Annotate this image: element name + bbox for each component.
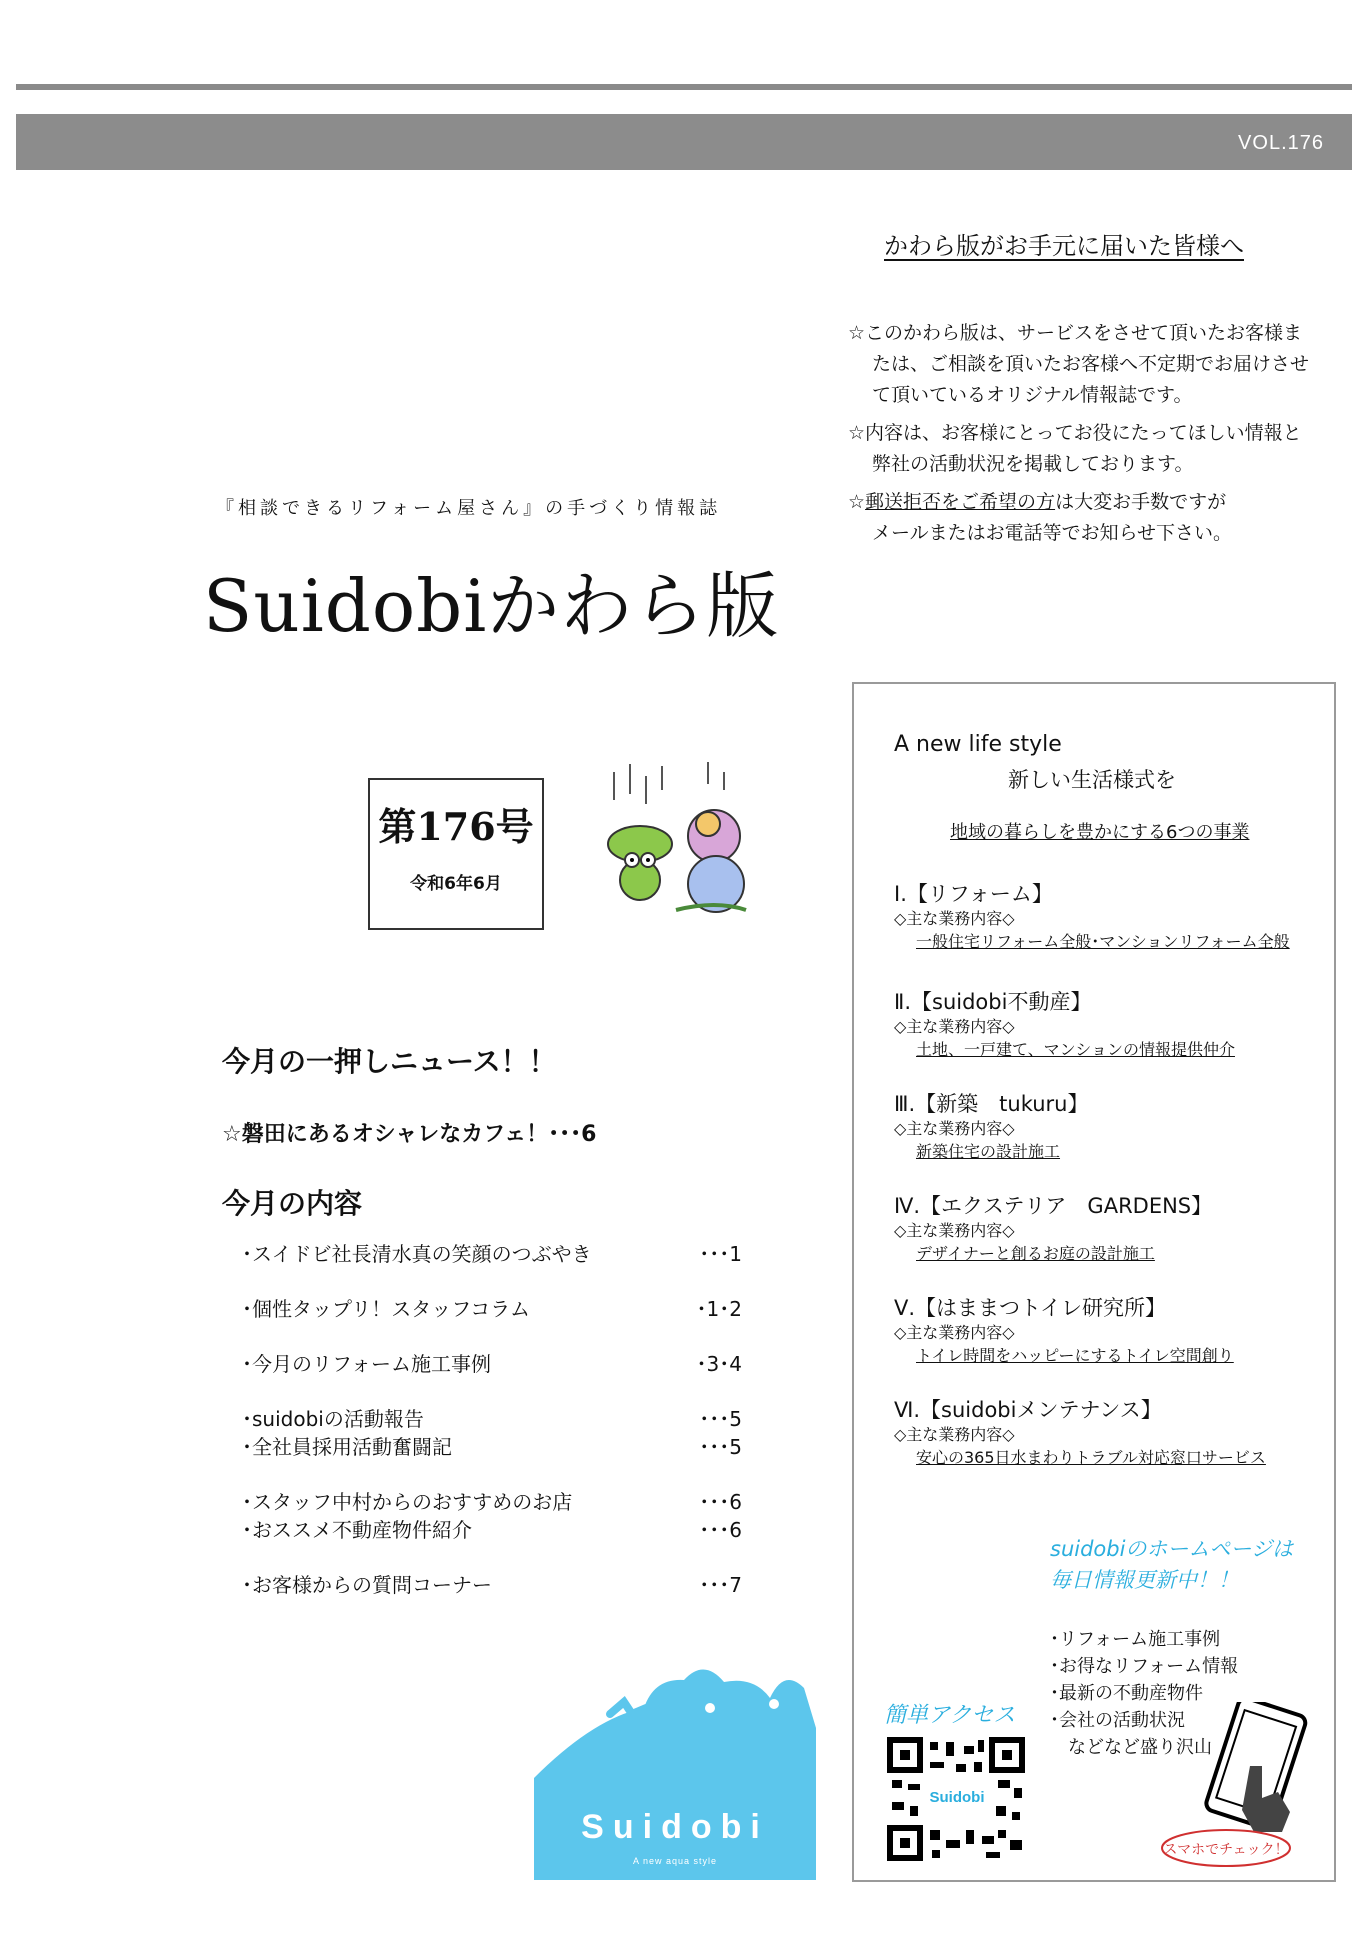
toc-item — [242, 1488, 742, 1516]
business-label: ◇主な業務内容◇ — [894, 909, 1015, 928]
toc-page: ･･･1 — [699, 1242, 742, 1266]
business-name: Ⅴ.【はままつトイレ研究所】 — [894, 1296, 1166, 1320]
homepage-note — [1050, 1534, 1293, 1596]
homepage-list-item: ･最新の不動産物件 — [1050, 1683, 1203, 1704]
toc-page: ･･･7 — [699, 1573, 742, 1597]
toc-title: ･スイドビ社長清水真の笑顔のつぶやき — [242, 1242, 592, 1266]
toc-title: ･suidobiの活動報告 — [242, 1407, 424, 1431]
toc-title: ･お客様からの質問コーナー — [242, 1573, 492, 1597]
notice-optout-contact: メールまたはお電話等でお知らせ下さい。 — [872, 522, 1233, 544]
business-label: ◇主な業務内容◇ — [894, 1425, 1015, 1444]
business-label: ◇主な業務内容◇ — [894, 1017, 1015, 1036]
homepage-list-item: ･お得なリフォーム情報 — [1050, 1656, 1239, 1677]
homepage-list-item: ･会社の活動状況 — [1050, 1710, 1185, 1731]
toc-page: ･1･2 — [696, 1297, 742, 1321]
top-rule — [16, 84, 1352, 90]
mascot-brand: Suidobi — [581, 1808, 769, 1846]
notice-star: ☆ — [848, 491, 866, 513]
business-item — [894, 988, 1324, 1062]
news-heading: 今月の一押しニュース！！ — [222, 1045, 557, 1078]
tagline: 『相談できるリフォーム屋さん』の手づくり情報誌 — [216, 498, 722, 519]
business-desc: 土地、一戸建て、マンションの情報提供仲介 — [916, 1040, 1235, 1059]
business-name: Ⅳ.【エクステリア GARDENS】 — [894, 1194, 1213, 1218]
toc-item — [242, 1295, 742, 1323]
toc-item — [242, 1433, 742, 1461]
business-label: ◇主な業務内容◇ — [894, 1323, 1015, 1342]
volume-bar — [16, 114, 1352, 170]
business-desc: 安心の365日水まわりトラブル対応窓口サービス — [916, 1448, 1266, 1467]
business-item — [894, 1192, 1324, 1266]
business-name: Ⅱ.【suidobi不動産】 — [894, 990, 1092, 1014]
suidobi-mascot-logo — [534, 1658, 816, 1880]
toc-page: ･3･4 — [696, 1352, 742, 1376]
mascot-slogan: A new aqua style — [632, 1856, 718, 1866]
business-item — [894, 1294, 1324, 1368]
frog-hydrangea-illustration — [596, 760, 758, 920]
volume-number: VOL.176 — [1238, 132, 1324, 154]
notice-optout-rest: は大変お手数ですが — [1055, 491, 1227, 513]
news-item: ☆磐田にあるオシャレなカフェ！･･･6 — [222, 1122, 597, 1147]
business-name: Ⅰ.【リフォーム】 — [894, 882, 1053, 906]
toc-title: ･スタッフ中村からのおすすめのお店 — [242, 1490, 573, 1514]
business-desc: デザイナーと創るお庭の設計施工 — [916, 1244, 1155, 1263]
business-desc: トイレ時間をハッピーにするトイレ空間創り — [916, 1346, 1234, 1365]
toc-item — [242, 1405, 742, 1433]
business-label: ◇主な業務内容◇ — [894, 1221, 1015, 1240]
qr-code-icon[interactable] — [886, 1736, 1026, 1862]
panel-subtitle: 新しい生活様式を — [1008, 768, 1176, 792]
notice-paragraph-3 — [848, 487, 1318, 549]
business-label: ◇主な業務内容◇ — [894, 1119, 1015, 1138]
issue-date: 令和6年6月 — [410, 874, 502, 894]
toc-item — [242, 1350, 742, 1378]
issue-number: 第176号 — [378, 804, 534, 849]
toc-title: ･今月のリフォーム施工事例 — [242, 1352, 491, 1376]
easy-access-label: 簡単アクセス — [884, 1703, 1016, 1728]
smartphone-icon — [1154, 1702, 1324, 1868]
table-of-contents — [242, 1240, 742, 1599]
business-desc: 一般住宅リフォーム全般･マンションリフォーム全般 — [916, 932, 1290, 951]
toc-item — [242, 1571, 742, 1599]
business-panel — [852, 682, 1336, 1882]
business-desc: 新築住宅の設計施工 — [916, 1142, 1061, 1161]
business-name: Ⅵ.【suidobiメンテナンス】 — [894, 1398, 1162, 1422]
phone-badge: スマホでチェック！ — [1163, 1842, 1289, 1858]
homepage-list-item: ･リフォーム施工事例 — [1050, 1629, 1221, 1650]
notice-paragraph-2: ☆内容は、お客様にとってお役にたってほしい情報と弊社の活動状況を掲載しております。 — [848, 422, 1302, 475]
toc-title: ･おススメ不動産物件紹介 — [242, 1518, 472, 1542]
panel-title: A new life style — [894, 732, 1062, 757]
toc-page: ･･･6 — [699, 1490, 742, 1514]
toc-page: ･･･5 — [699, 1407, 742, 1431]
qr-label: Suidobi — [929, 1789, 985, 1806]
notice-paragraph-1: ☆このかわら版は、サービスをさせて頂いたお客様または、ご相談を頂いたお客様へ不定期でお届けさせて頂いているオリジナル情報誌です。 — [848, 322, 1310, 406]
homepage-note-line-1: suidobiのホームページは — [1050, 1537, 1294, 1561]
business-item — [894, 1090, 1324, 1164]
toc-item — [242, 1516, 742, 1544]
panel-six-businesses: 地域の暮らしを豊かにする6つの事業 — [950, 822, 1250, 843]
toc-item — [242, 1240, 742, 1268]
homepage-list-item: などなど盛り沢山 — [1050, 1737, 1212, 1758]
toc-page: ･･･5 — [699, 1435, 742, 1459]
toc-title: ･個性タップリ！スタッフコラム — [242, 1297, 530, 1321]
issue-box — [368, 778, 544, 930]
contents-heading: 今月の内容 — [222, 1187, 363, 1220]
toc-title: ･全社員採用活動奮闘記 — [242, 1435, 452, 1459]
business-name: Ⅲ.【新築 tukuru】 — [894, 1092, 1089, 1116]
notice-title: かわら版がお手元に届いた皆様へ — [884, 232, 1244, 260]
notice-optout-phrase: 郵送拒否をご希望の方 — [865, 491, 1056, 513]
business-item — [894, 1396, 1324, 1470]
newsletter-title: Suidobiかわら版 — [203, 564, 780, 648]
notice-text — [848, 318, 1318, 556]
toc-page: ･･･6 — [699, 1518, 742, 1542]
business-item — [894, 880, 1324, 954]
homepage-note-line-2: 毎日情報更新中！！ — [1050, 1568, 1239, 1592]
